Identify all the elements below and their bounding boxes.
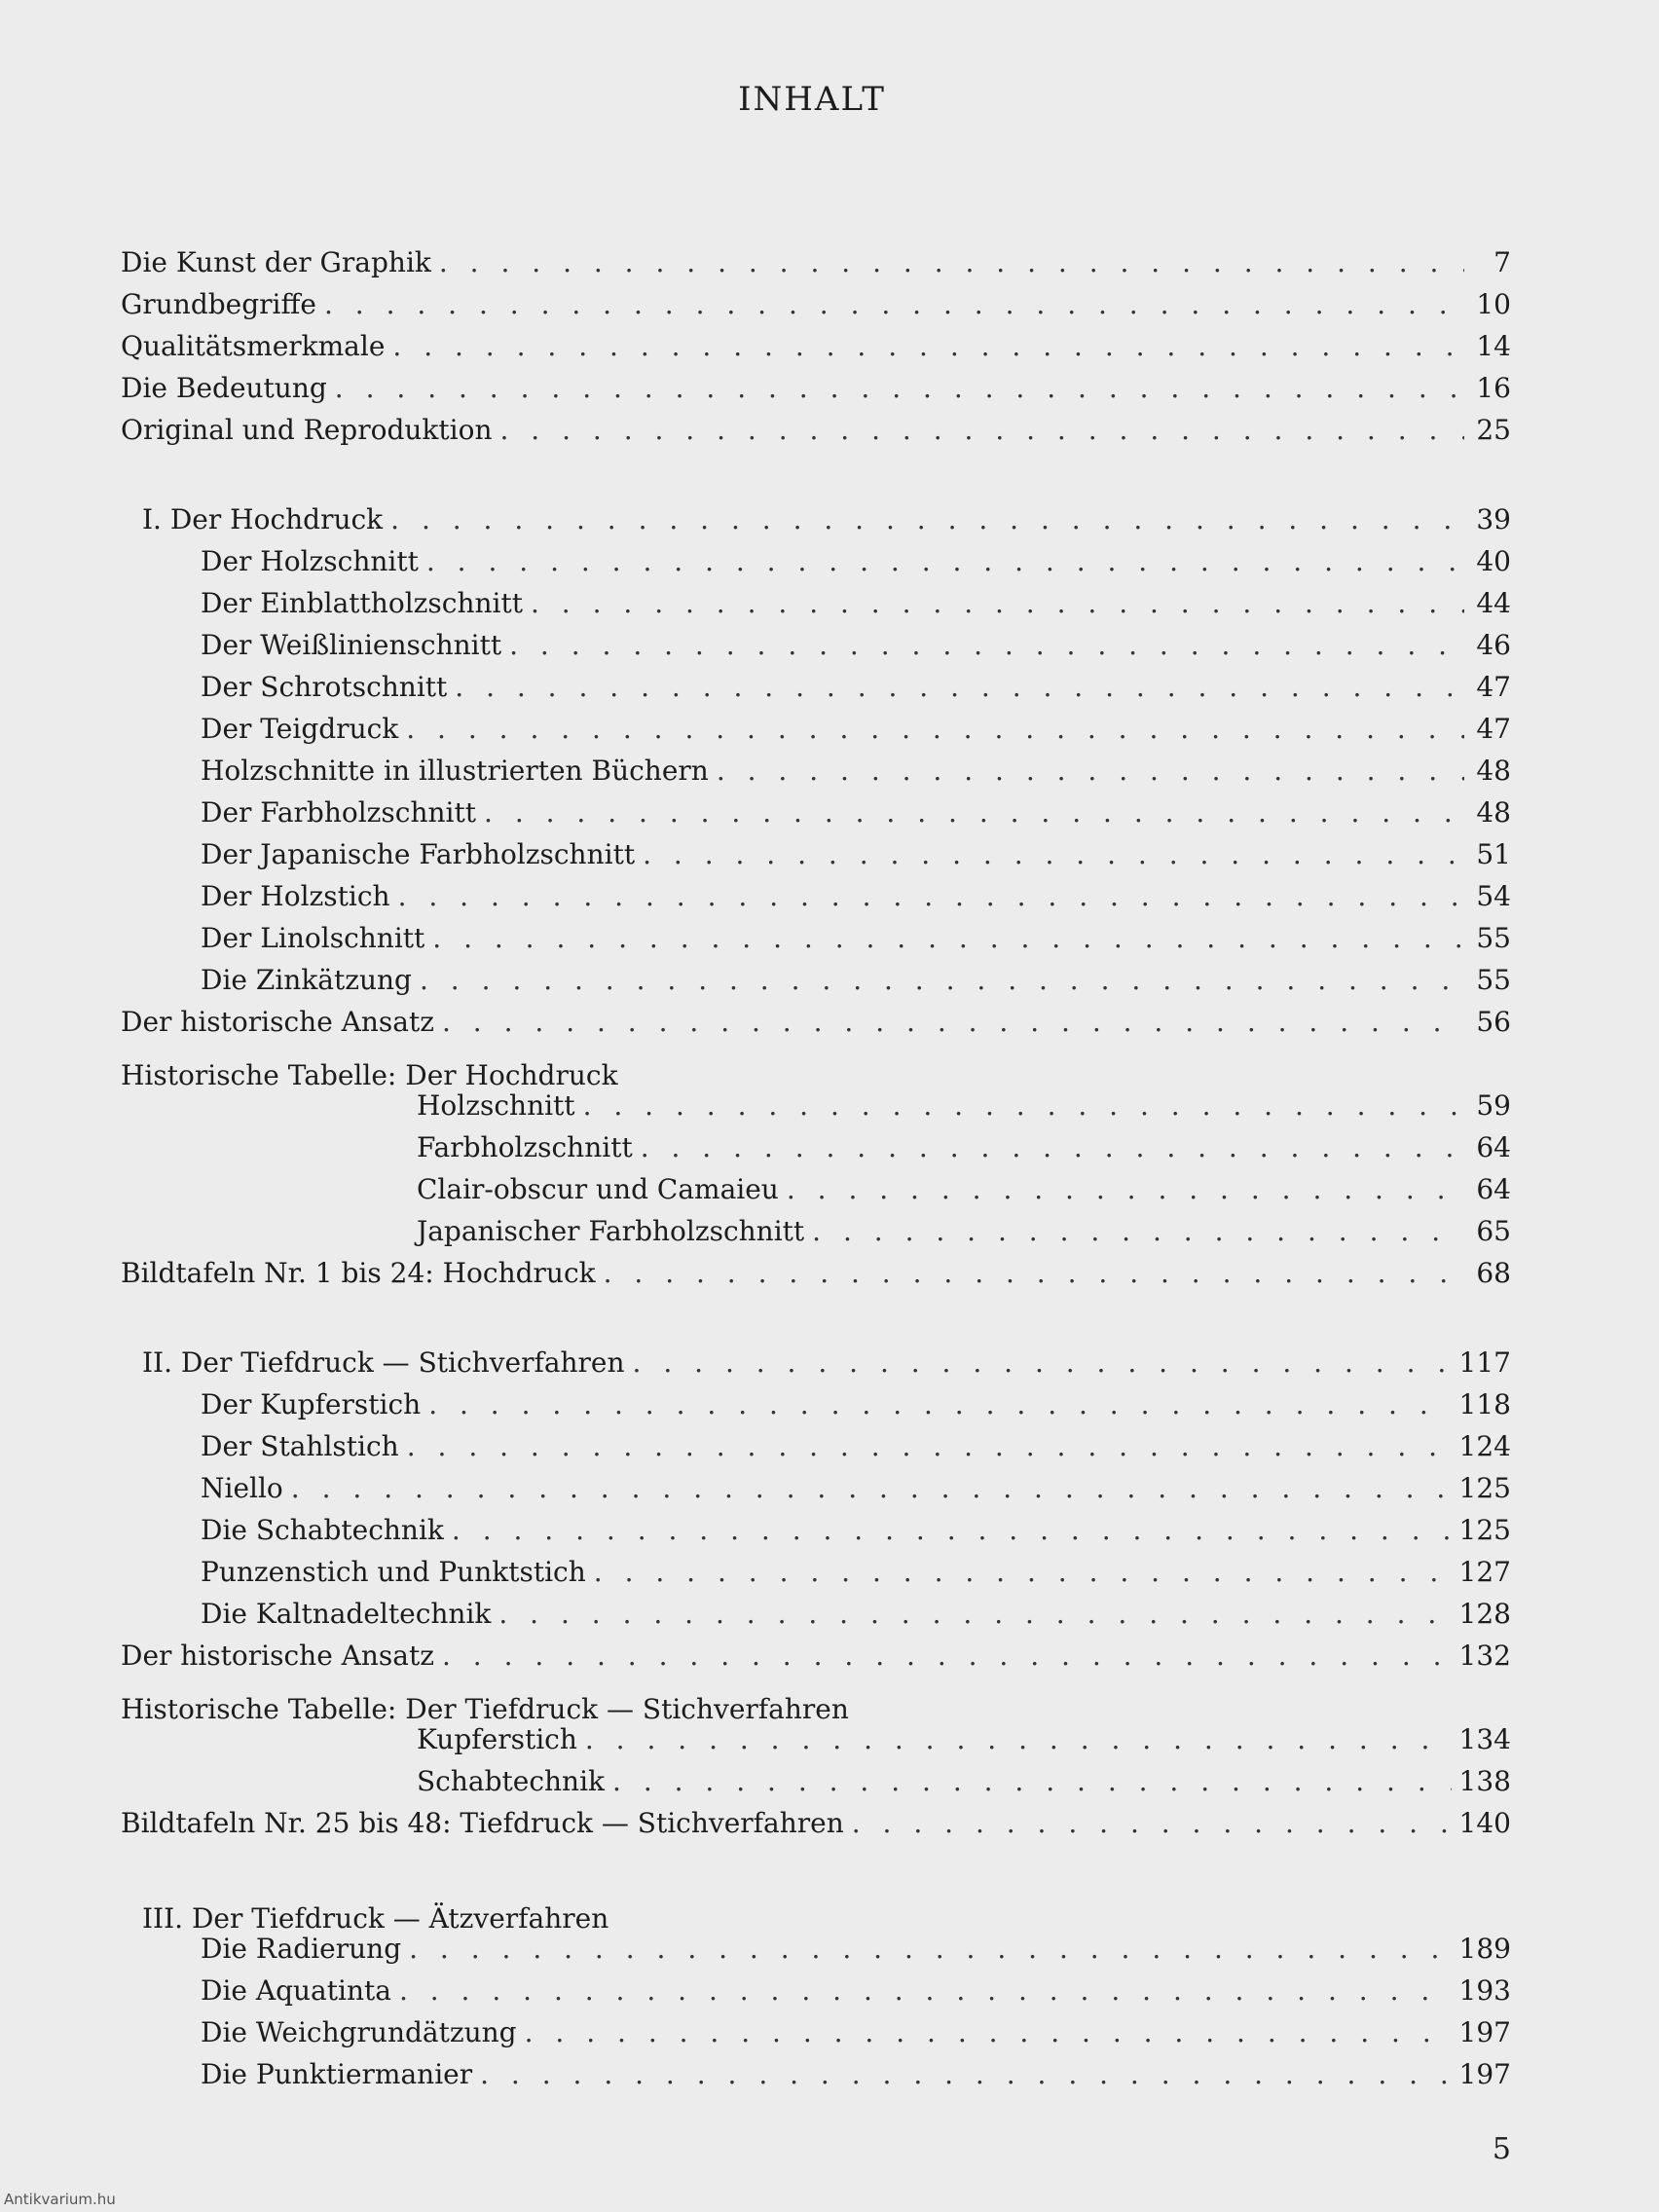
toc-entry-label: Schabtechnik xyxy=(417,1765,606,1797)
toc-entry-page: 117 xyxy=(1458,1346,1511,1379)
page-number: 5 xyxy=(1492,2132,1511,2166)
toc-entry-page: 54 xyxy=(1476,880,1511,912)
toc-entry-label: II. Der Tiefdruck — Stichverfahren xyxy=(142,1346,625,1379)
toc-entry-label: Punzenstich und Punktstich xyxy=(201,1556,586,1588)
toc-entry xyxy=(201,708,1511,750)
dot-leader xyxy=(626,1043,1464,1085)
dot-leader xyxy=(717,750,1464,792)
toc-entry xyxy=(201,1593,1511,1635)
toc-entry-label: Historische Tabelle: Der Tiefdruck — Stichverfahren xyxy=(121,1693,849,1725)
dot-leader xyxy=(407,1425,1452,1467)
toc-entry-label: Die Kunst der Graphik xyxy=(121,246,431,278)
toc-entry-label: Der Schrotschnitt xyxy=(201,671,448,703)
toc-entry-page: 128 xyxy=(1458,1598,1511,1630)
toc-entry-label: Der Japanische Farbholzschnitt xyxy=(201,838,636,870)
toc-entry xyxy=(121,1635,1511,1677)
toc-entry-label: Niello xyxy=(201,1472,283,1504)
dot-leader xyxy=(498,1593,1451,1635)
dot-leader xyxy=(432,917,1464,959)
toc-entry-page: 193 xyxy=(1458,1974,1511,2007)
toc-entry-page: 44 xyxy=(1476,587,1511,619)
toc-entry-label: Holzschnitte in illustrierten Büchern xyxy=(201,755,709,787)
toc-entry xyxy=(121,409,1511,451)
toc-entry-label: Historische Tabelle: Der Hochdruck xyxy=(121,1059,618,1091)
toc-entry xyxy=(201,1425,1511,1467)
toc-entry-page: 25 xyxy=(1476,414,1511,446)
toc-entry-label: Der Linolschnitt xyxy=(201,922,425,954)
dot-leader xyxy=(500,409,1465,451)
toc-entry-page: 64 xyxy=(1476,1131,1511,1163)
dot-leader xyxy=(442,1001,1464,1043)
toc-entry xyxy=(201,624,1511,666)
dot-leader xyxy=(812,1210,1464,1252)
dot-leader xyxy=(420,959,1464,1001)
toc-entry-label: Der Weißlinienschnitt xyxy=(201,629,502,661)
dot-leader xyxy=(484,792,1464,833)
toc-entry xyxy=(201,666,1511,708)
toc-entry-label: Grundbegriffe xyxy=(121,288,316,320)
toc-entry-page: 132 xyxy=(1458,1640,1511,1672)
toc-entry-page: 47 xyxy=(1476,713,1511,745)
toc-entry xyxy=(201,959,1511,1001)
dot-leader xyxy=(594,1551,1452,1593)
toc-entry xyxy=(121,367,1511,409)
toc-entry-page: 55 xyxy=(1476,964,1511,996)
dot-leader xyxy=(604,1252,1464,1294)
toc-entry-page: 127 xyxy=(1458,1556,1511,1588)
toc-entry xyxy=(201,1551,1511,1593)
toc-entry-page: 197 xyxy=(1458,2058,1511,2090)
toc-entry-page: 39 xyxy=(1476,503,1511,535)
toc-entry-label: Die Radierung xyxy=(201,1933,402,1965)
toc-entry-page: 47 xyxy=(1476,671,1511,703)
toc-entry xyxy=(417,1210,1511,1252)
toc-entry-page: 138 xyxy=(1458,1765,1511,1797)
toc-entry xyxy=(417,1085,1511,1126)
dot-leader xyxy=(643,833,1464,875)
toc-entry xyxy=(201,875,1511,917)
dot-leader xyxy=(390,498,1464,540)
toc-entry xyxy=(121,283,1511,325)
dot-leader xyxy=(409,1928,1451,1970)
dot-leader xyxy=(583,1085,1464,1126)
toc-entry-label: Der historische Ansatz xyxy=(121,1640,434,1672)
toc-entry xyxy=(201,833,1511,875)
page-title: INHALT xyxy=(738,80,886,119)
dot-leader xyxy=(531,582,1464,624)
toc-entry-label: Japanischer Farbholzschnitt xyxy=(417,1215,805,1247)
toc-entry-page: 134 xyxy=(1458,1723,1511,1755)
toc-entry xyxy=(121,1677,1511,1725)
toc-entry xyxy=(121,1043,1511,1091)
dot-leader xyxy=(633,1342,1452,1383)
toc-entry xyxy=(142,1886,1511,1935)
toc-entry xyxy=(121,1001,1511,1043)
toc-entry-page: 65 xyxy=(1476,1215,1511,1247)
dot-leader xyxy=(857,1677,1464,1718)
toc-entry-label: Farbholzschnitt xyxy=(417,1131,633,1163)
toc-entry xyxy=(201,750,1511,792)
dot-leader xyxy=(612,1760,1452,1802)
dot-leader xyxy=(525,2011,1452,2053)
toc-entry xyxy=(417,1718,1511,1760)
toc-entry-label: Die Punktiermanier xyxy=(201,2058,473,2090)
toc-entry xyxy=(201,582,1511,624)
dot-leader xyxy=(291,1467,1452,1509)
toc-entry-page: 40 xyxy=(1476,545,1511,577)
toc-entry xyxy=(121,1802,1511,1844)
toc-entry xyxy=(417,1168,1511,1210)
toc-entry xyxy=(201,917,1511,959)
toc-entry-label: III. Der Tiefdruck — Ätzverfahren xyxy=(142,1902,609,1935)
toc-entry xyxy=(121,325,1511,367)
toc-entry-label: Die Schabtechnik xyxy=(201,1514,444,1546)
toc-entry-label: I. Der Hochdruck xyxy=(142,503,384,535)
toc-entry xyxy=(201,540,1511,582)
toc-entry-label: Bildtafeln Nr. 1 bis 24: Hochdruck xyxy=(121,1257,596,1289)
dot-leader xyxy=(426,540,1464,582)
toc-entry-page: 189 xyxy=(1458,1933,1511,1965)
toc-entry-page: 125 xyxy=(1458,1514,1511,1546)
toc-entry-label: Der Kupferstich xyxy=(201,1388,422,1420)
toc-entry-label: Der Teigdruck xyxy=(201,713,399,745)
toc-entry-page: 10 xyxy=(1476,288,1511,320)
toc-entry-page: 55 xyxy=(1476,922,1511,954)
dot-leader xyxy=(452,1509,1452,1551)
toc-entry-label: Der Farbholzschnitt xyxy=(201,796,477,829)
toc-entry-page: 14 xyxy=(1476,330,1511,362)
dot-leader xyxy=(641,1126,1464,1168)
toc-entry-page: 7 xyxy=(1493,246,1511,278)
toc-entry xyxy=(417,1760,1511,1802)
toc-entry-page: 68 xyxy=(1476,1257,1511,1289)
dot-leader xyxy=(509,624,1464,666)
dot-leader xyxy=(406,708,1464,750)
dot-leader xyxy=(335,367,1464,409)
toc-entry-label: Die Zinkätzung xyxy=(201,964,412,996)
toc-entry-page: 124 xyxy=(1458,1430,1511,1462)
dot-leader xyxy=(455,666,1464,708)
toc-entry-label: Kupferstich xyxy=(417,1723,577,1755)
dot-leader xyxy=(585,1718,1452,1760)
toc-entry-label: Die Aquatinta xyxy=(201,1974,391,2007)
toc-entry xyxy=(121,241,1511,283)
dot-leader xyxy=(852,1802,1452,1844)
watermark: Antikvarium.hu xyxy=(4,2191,116,2208)
toc-entry-label: Der historische Ansatz xyxy=(121,1006,434,1038)
toc-entry-page: 56 xyxy=(1476,1006,1511,1038)
dot-leader xyxy=(428,1383,1451,1425)
toc-entry xyxy=(121,1252,1511,1294)
toc-entry-page: 64 xyxy=(1476,1173,1511,1205)
dot-leader xyxy=(480,2053,1451,2095)
toc-entry-label: Clair-obscur und Camaieu xyxy=(417,1173,779,1205)
toc-entry-label: Bildtafeln Nr. 25 bis 48: Tiefdruck — Stichverfahren xyxy=(121,1807,844,1839)
toc-entry-label: Der Stahlstich xyxy=(201,1430,399,1462)
toc-entry xyxy=(142,1342,1511,1383)
toc-entry-label: Die Bedeutung xyxy=(121,372,327,404)
toc-entry xyxy=(142,498,1511,540)
toc-entry-page: 48 xyxy=(1476,796,1511,829)
toc-entry-label: Der Holzstich xyxy=(201,880,390,912)
dot-leader xyxy=(392,325,1464,367)
dot-leader xyxy=(324,283,1464,325)
toc-entry-page: 125 xyxy=(1458,1472,1511,1504)
toc-entry-page: 118 xyxy=(1458,1388,1511,1420)
toc-entry-label: Holzschnitt xyxy=(417,1089,575,1122)
toc-entry xyxy=(417,1126,1511,1168)
toc-entry-label: Die Weichgrundätzung xyxy=(201,2016,517,2048)
toc-entry-label: Qualitätsmerkmale xyxy=(121,330,386,362)
toc-entry xyxy=(201,792,1511,833)
toc-entry-label: Der Einblattholzschnitt xyxy=(201,587,523,619)
toc-entry xyxy=(201,1509,1511,1551)
toc-entry-page: 197 xyxy=(1458,2016,1511,2048)
toc-entry-label: Die Kaltnadeltechnik xyxy=(201,1598,492,1630)
dot-leader xyxy=(439,241,1464,283)
dot-leader xyxy=(787,1168,1464,1210)
toc-entry xyxy=(201,1928,1511,1970)
toc-entry-label: Der Holzschnitt xyxy=(201,545,419,577)
toc-entry xyxy=(201,1467,1511,1509)
toc-entry xyxy=(201,2053,1511,2095)
dot-leader xyxy=(398,875,1464,917)
toc-entry xyxy=(201,1383,1511,1425)
dot-leader xyxy=(442,1635,1452,1677)
toc-entry-label: Original und Reproduktion xyxy=(121,414,493,446)
dot-leader xyxy=(399,1970,1452,2011)
toc-entry-page: 46 xyxy=(1476,629,1511,661)
dot-leader xyxy=(616,1886,1464,1928)
toc-entry-page: 51 xyxy=(1476,838,1511,870)
toc-entry xyxy=(201,1970,1511,2011)
toc-entry-page: 16 xyxy=(1476,372,1511,404)
toc-entry xyxy=(201,2011,1511,2053)
toc-entry-page: 140 xyxy=(1458,1807,1511,1839)
toc-entry-page: 48 xyxy=(1476,755,1511,787)
toc-entry-page: 59 xyxy=(1476,1089,1511,1122)
